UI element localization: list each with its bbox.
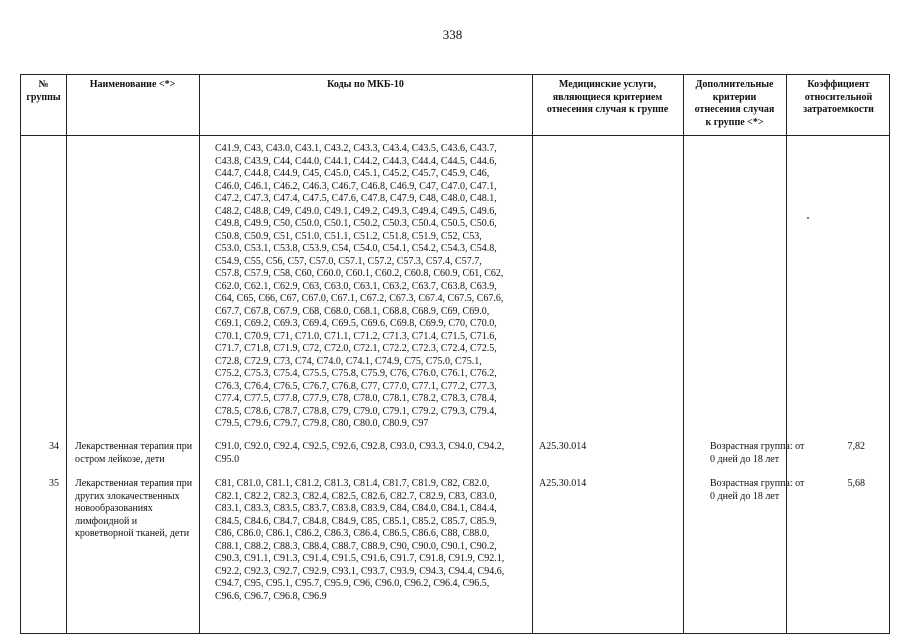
header-coefficient: Коэффициент относительной затратоемкости bbox=[803, 79, 874, 115]
row-name: Лекарственная терапия при остром лейкозе, дети bbox=[75, 441, 193, 465]
column-divider bbox=[66, 75, 67, 633]
header-icd-codes: Коды по МКБ-10 bbox=[327, 79, 404, 90]
header-medical-services: Медицинские услуги, являющиеся критерием отнесения случая к группе bbox=[546, 79, 669, 115]
row-coefficient: 5,68 bbox=[847, 478, 865, 489]
row-icd-codes: C81, C81.0, C81.1, C81.2, C81.3, C81.4, C81.7, C81.9, C82, C82.0, C82.1, C82.2, C82.3, C82.4, C82.5, C82.6, C82.7, C82.9, C83, C83.0, C83.1, C83.3, C83.5, C83.7, C83.8, C83.9, C84, C84.0, C84.1, C84.4, C84.5, C84.6, C84.7, C84.8, C84.9, C85, C85.1, C85.2, C85.7, C85.9, C86, C86.0, C86.1, C86.2, C86.3, C86.4, C86.5, C86.6, C88, C88.0, C88.1, C88.2, C88.3, C88.4, C88.7, C88.9, C90, C90.0, C90.1, C90.2, C90.3, C91.1, C91.3, C91.4, C91.5, C91.6, C91.7, C91.8, C91.9, C92.1, C92.2, C92.3, C92.7, C92.9, C93.1, C93.7, C93.9, C94.3, C94.4, C94.6, C94.7, C95, C95.1, C95.7, C95.9, C96, C96.0, C96.2, C96.4, C96.5, C96.6, C96.7, C96.8, C96.9 bbox=[215, 478, 505, 602]
header-name: Наименование <*> bbox=[89, 79, 176, 90]
continued-icd-codes: C41.9, C43, C43.0, C43.1, C43.2, C43.3, C43.4, C43.5, C43.6, C43.7, C43.8, C43.9, C44, C44.0, C44.1, C44.2, C44.3, C44.4, C44.5, C44.6, C44.7, C44.8, C44.9, C45, C45.0, C45.1, C45.2, C45.7, C45.9, C46, C46.0, C46.1, C46.2, C46.3, C46.7, C46.8, C46.9, C47, C47.0, C47.1, C47.2, C47.3, C47.4, C47.5, C47.6, C47.8, C47.9, C48, C48.0, C48.1, C48.2, C48.8, C49, C49.0, C49.1, C49.2, C49.3, C49.4, C49.5, C49.6, C49.8, C49.9, C50, C50.0, C50.1, C50.2, C50.3, C50.4, C50.5, C50.6, C50.8, C50.9, C51, C51.0, C51.1, C51.2, C51.8, C51.9, C52, C53, C53.0, C53.1, C53.8, C53.9, C54, C54.0, C54.1, C54.2, C54.3, C54.8, C54.9, C55, C56, C57, C57.0, C57.1, C57.2, C57.3, C57.4, C57.7, C57.8, C57.9, C58, C60, C60.0, C60.1, C60.2, C60.8, C60.9, C61, C62, C62.0, C62.1, C62.9, C63, C63.0, C63.1, C63.2, C63.7, C63.8, C63.9, C64, C65, C66, C67, C67.0, C67.1, C67.2, C67.3, C67.4, C67.5, C67.6, C67.7, C67.8, C67.9, C68, C68.0, C68.1, C68.8, C68.9, C69, C69.0, C69.1, C69.2, C69.3, C69.4, C69.5, C69.6, C69.8, C69.9, C70, C70.0, C70.1, C70.9, C71, C71.0, C71.1, C71.2, C71.3, C71.4, C71.5, C71.6, C71.7, C71.8, C71.9, C72, C72.0, C72.1, C72.2, C72.3, C72.4, C72.5, C72.8, C72.9, C73, C74, C74.0, C74.1, C74.9, C75, C75.0, C75.1, C75.2, C75.3, C75.4, C75.5, C75.8, C75.9, C76, C76.0, C76.1, C76.2, C76.3, C76.4, C76.5, C76.7, C76.8, C77, C77.0, C77.1, C77.2, C77.3, C77.4, C77.5, C77.8, C77.9, C78, C78.0, C78.1, C78.2, C78.3, C78.4, C78.5, C78.6, C78.7, C78.8, C79, C79.0, C79.1, C79.2, C79.3, C79.4, C79.5, C79.6, C79.7, C79.8, C80, C80.0, C80.9, C97 bbox=[215, 143, 504, 429]
row-medical-service: A25.30.014 bbox=[539, 441, 587, 452]
header-extra-criteria: Дополнительные критерии отнесения случая к группе <*> bbox=[694, 79, 775, 128]
row-name: Лекарственная терапия при других злокачественных новообразованиях лимфоидной и кроветворной тканей, дети bbox=[75, 478, 193, 539]
row-coefficient: 7,82 bbox=[847, 441, 865, 452]
row-medical-service: A25.30.014 bbox=[539, 478, 587, 489]
column-divider bbox=[199, 75, 200, 633]
row-extra-criteria: Возрастная группа: от 0 дней до 18 лет bbox=[710, 441, 805, 465]
row-group-number: 35 bbox=[49, 478, 59, 489]
header-separator bbox=[21, 135, 889, 136]
row-extra-criteria: Возрастная группа: от 0 дней до 18 лет bbox=[710, 478, 805, 502]
header-group-number: № группы bbox=[26, 79, 61, 103]
row-group-number: 34 bbox=[49, 441, 59, 452]
scan-mark bbox=[807, 217, 809, 219]
tariff-table bbox=[20, 74, 890, 634]
column-divider bbox=[683, 75, 684, 633]
page-number: 338 bbox=[442, 27, 463, 42]
column-divider bbox=[786, 75, 787, 633]
row-icd-codes: C91.0, C92.0, C92.4, C92.5, C92.6, C92.8, C93.0, C93.3, C94.0, C94.2, C95.0 bbox=[215, 441, 505, 465]
